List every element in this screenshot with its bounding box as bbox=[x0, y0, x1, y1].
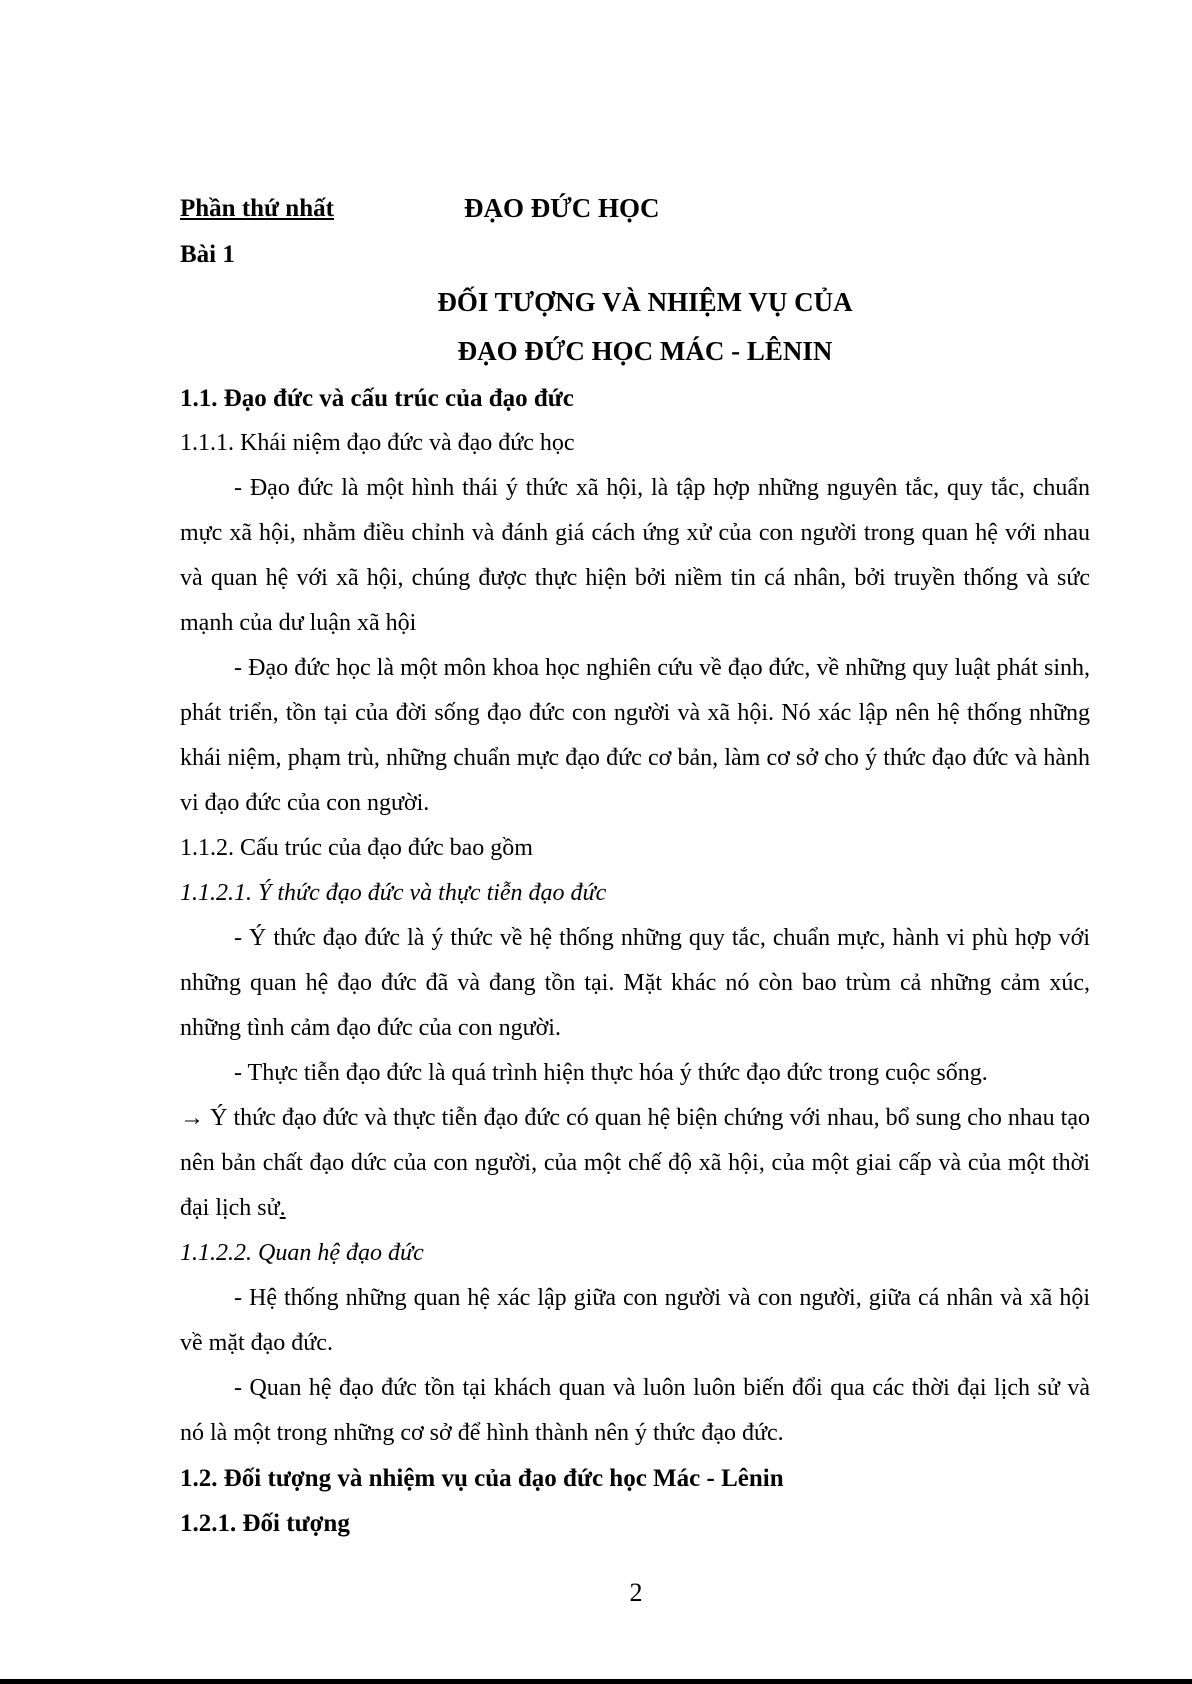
subsection-heading-1-1-2: 1.1.2. Cấu trúc của đạo đức bao gồm bbox=[180, 835, 533, 861]
paragraph-moral-consciousness: - Ý thức đạo đức là ý thức về hệ thống những quy tắc, chuẩn mực, hành vi phù hợp với những quan hệ đạo đức đã và đang tồn tại. Mặt khác nó còn bao trùm cả những cảm xúc, những tình cảm đạo đức của con người. bbox=[180, 925, 1090, 1041]
paragraph-moral-relations-system: - Hệ thống những quan hệ xác lập giữa con người và con người, giữa cá nhân và xã hội về mặt đạo đức. bbox=[180, 1285, 1090, 1356]
chapter-title-line-2: ĐẠO ĐỨC HỌC MÁC - LÊNIN bbox=[457, 336, 833, 366]
bottom-border-line bbox=[0, 1679, 1192, 1684]
underlined-period: . bbox=[279, 1195, 286, 1221]
part-label: Phần thứ nhất bbox=[180, 195, 334, 222]
subsection-heading-1-1-1: 1.1.1. Khái niệm đạo đức và đạo đức học bbox=[180, 430, 575, 456]
section-heading-1-2: 1.2. Đối tượng và nhiệm vụ của đạo đức học Mác - Lênin bbox=[180, 1465, 784, 1492]
subsection-heading-1-2-1: 1.2.1. Đối tượng bbox=[180, 1510, 350, 1537]
page-content bbox=[180, 186, 1090, 1546]
part-title: ĐẠO ĐỨC HỌC bbox=[464, 193, 660, 223]
paragraph-ethics-definition: - Đạo đức là một hình thái ý thức xã hội, là tập hợp những nguyên tắc, quy tắc, chuẩn mực xã hội, nhằm điều chỉnh và đánh giá cách ứng xử của con người trong quan hệ với nhau và quan hệ với xã hội, chúng được thực hiện bởi niềm tin cá nhân, bởi truyền thống và sức mạnh của dư luận xã hội bbox=[180, 475, 1090, 636]
paragraph-moral-practice: - Thực tiễn đạo đức là quá trình hiện thực hóa ý thức đạo đức trong cuộc sống. bbox=[234, 1060, 988, 1086]
subsection-heading-1-1-2-2: 1.1.2.2. Quan hệ đạo đức bbox=[180, 1240, 424, 1266]
paragraph-moral-relations-objective: - Quan hệ đạo đức tồn tại khách quan và luôn luôn biến đổi qua các thời đại lịch sử và nó là một trong những cơ sở để hình thành nên ý thức đạo đức. bbox=[180, 1375, 1090, 1446]
chapter-title-line-1: ĐỐI TƯỢNG VÀ NHIỆM VỤ CỦA bbox=[437, 287, 853, 317]
page-number: 2 bbox=[629, 1578, 643, 1607]
subsection-heading-1-1-2-1: 1.1.2.1. Ý thức đạo đức và thực tiễn đạo đức bbox=[180, 880, 607, 906]
paragraph-dialectic-text: → Ý thức đạo đức và thực tiễn đạo đức có quan hệ biện chứng với nhau, bổ sung cho nhau tạo nên bản chất đạo dức của con người, của một chế độ xã hội, của một giai cấp và của một thời đại lịch sử bbox=[180, 1105, 1090, 1221]
section-heading-1-1: 1.1. Đạo đức và cấu trúc của đạo đức bbox=[180, 385, 574, 412]
paragraph-ethics-study-definition: - Đạo đức học là một môn khoa học nghiên cứu về đạo đức, về những quy luật phát sinh, phát triển, tồn tại của đời sống đạo đức con người và xã hội. Nó xác lập nên hệ thống những khái niệm, phạm trù, những chuẩn mực đạo đức cơ bản, làm cơ sở cho ý thức đạo đức và hành vi đạo đức của con người. bbox=[180, 655, 1090, 816]
paragraph-dialectic-relation bbox=[180, 1096, 1090, 1231]
lesson-label: Bài 1 bbox=[180, 241, 235, 268]
part-header bbox=[180, 186, 1090, 232]
